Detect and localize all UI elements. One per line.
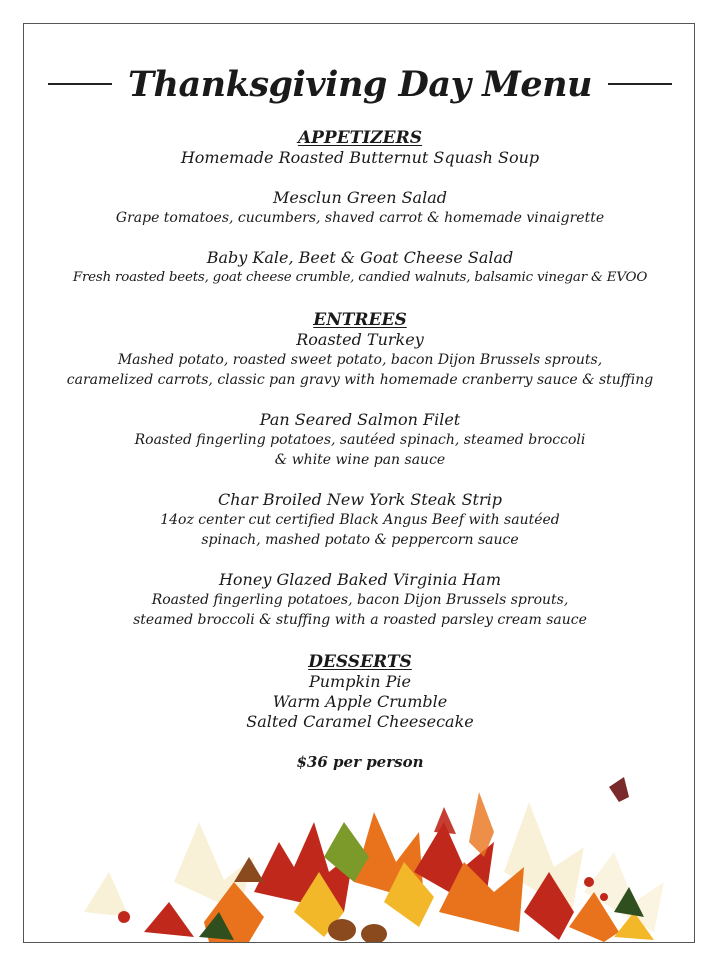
dessert-item: Salted Caramel Cheesecake [246,712,474,731]
title-row [24,54,695,114]
title-rule-left [48,83,112,85]
turkey-desc-line2: caramelized carrots, classic pan gravy with homemade cranberry sauce & stuffing [66,372,654,388]
turkey-desc-line1: Mashed potato, roasted sweet potato, bacon Dijon Brussels sprouts, [117,352,603,368]
turkey-name: Roasted Turkey [296,330,424,349]
steak-desc-line1: 14oz center cut certified Black Angus Beef with sautéed [160,512,560,528]
steak-name: Char Broiled New York Steak Strip [218,490,502,509]
desserts-heading: DESSERTS [308,652,412,672]
salad1-name: Mesclun Green Salad [273,188,447,207]
ham-desc-line2: steamed broccoli & stuffing with a roasted parsley cream sauce [133,612,587,628]
title-rule-right [608,83,672,85]
menu-title: Thanksgiving Day Menu [127,63,593,105]
steak-desc-line2: spinach, mashed potato & peppercorn sauce [201,532,519,548]
menu-page [23,23,695,943]
entrees-heading: ENTREES [313,310,407,330]
soup-item: Homemade Roasted Butternut Squash Soup [180,148,540,167]
salmon-name: Pan Seared Salmon Filet [259,410,461,429]
salad2-desc: Fresh roasted beets, goat cheese crumble, candied walnuts, balsamic vinegar & EVOO [72,270,648,285]
dessert-item: Warm Apple Crumble [272,692,448,711]
autumn-leaves-illustration [24,762,695,942]
dessert-item: Pumpkin Pie [308,672,412,691]
salmon-desc-line1: Roasted fingerling potatoes, sautéed spinach, steamed broccoli [134,432,586,448]
salad1-desc: Grape tomatoes, cucumbers, shaved carrot & homemade vinaigrette [115,210,605,226]
salad2-name: Baby Kale, Beet & Goat Cheese Salad [206,248,514,267]
ham-name: Honey Glazed Baked Virginia Ham [218,570,502,589]
salmon-desc-line2: & white wine pan sauce [274,452,446,468]
menu-content [24,128,695,772]
ham-desc-line1: Roasted fingerling potatoes, bacon Dijon Brussels sprouts, [151,592,569,608]
price-per-person: $36 per person [296,753,424,771]
appetizers-heading: APPETIZERS [297,128,423,148]
